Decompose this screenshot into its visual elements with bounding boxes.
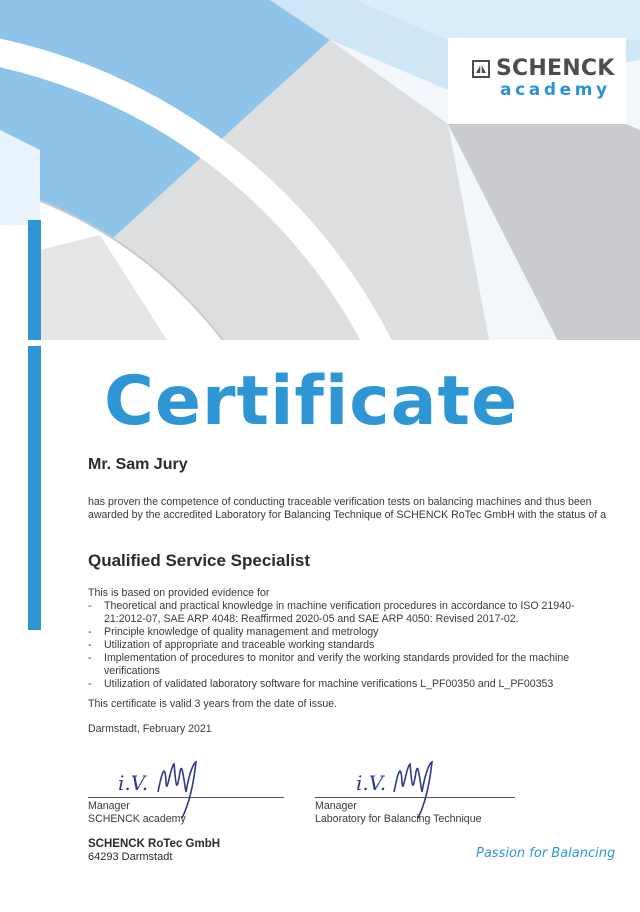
criteria-item: - Utilization of appropriate and traceable working standards: [88, 639, 608, 652]
basis-intro: This is based on provided evidence for: [88, 587, 270, 599]
corner-bracket: [28, 220, 41, 630]
logo-brand: SCHENCK: [496, 56, 615, 81]
intro-text: has proven the competence of conducting traceable verification tests on balancing machines and thus been awarded by the accredited Laboratory for Balancing Technique of SCHENCK RoTec GmbH with the status of a: [88, 496, 606, 521]
signature-left-unit: SCHENCK academy: [88, 813, 186, 825]
logo-subtitle: academy: [500, 80, 611, 100]
recipient-name: Mr. Sam Jury: [88, 456, 188, 473]
signature-left-prefix: i.V.: [118, 771, 149, 795]
signature-right-prefix: i.V.: [356, 771, 387, 795]
basis-section: [88, 587, 608, 691]
criteria-item: - Implementation of procedures to monitor and verify the working standards provided for the machine verifications: [88, 652, 608, 678]
company-address: 64293 Darmstadt: [88, 851, 173, 863]
place-date: Darmstadt, February 2021: [88, 723, 212, 735]
criteria-list: [88, 600, 608, 691]
signature-left: [110, 752, 230, 822]
certificate-title: Certificate: [104, 362, 519, 441]
signature-right-role: Manager: [315, 800, 357, 812]
signature-right: [348, 752, 468, 822]
signature-right-unit: Laboratory for Balancing Technique: [315, 813, 482, 825]
status-title: Qualified Service Specialist: [88, 551, 311, 570]
logo-box: [448, 38, 626, 124]
validity-text: This certificate is valid 3 years from the date of issue.: [88, 698, 338, 710]
slogan: Passion for Balancing: [476, 846, 616, 861]
criteria-item: - Theoretical and practical knowledge in machine verification procedures in accordance to ISO 21940-21:2012-07, SAE ARP 4048: Reaffirmed 2020-05 and SAE ARP 4050: Revised 2017-02.: [88, 600, 608, 626]
schenck-logo-icon: [472, 60, 490, 78]
schenck-logo: [472, 56, 614, 81]
company-block: [88, 838, 220, 863]
company-name: SCHENCK RoTec GmbH: [88, 838, 221, 850]
signature-left-role: Manager: [88, 800, 130, 812]
criteria-item: - Principle knowledge of quality management and metrology: [88, 626, 608, 639]
criteria-item: - Utilization of validated laboratory software for machine verifications L_PF00350 and L_PF00353: [88, 678, 608, 691]
